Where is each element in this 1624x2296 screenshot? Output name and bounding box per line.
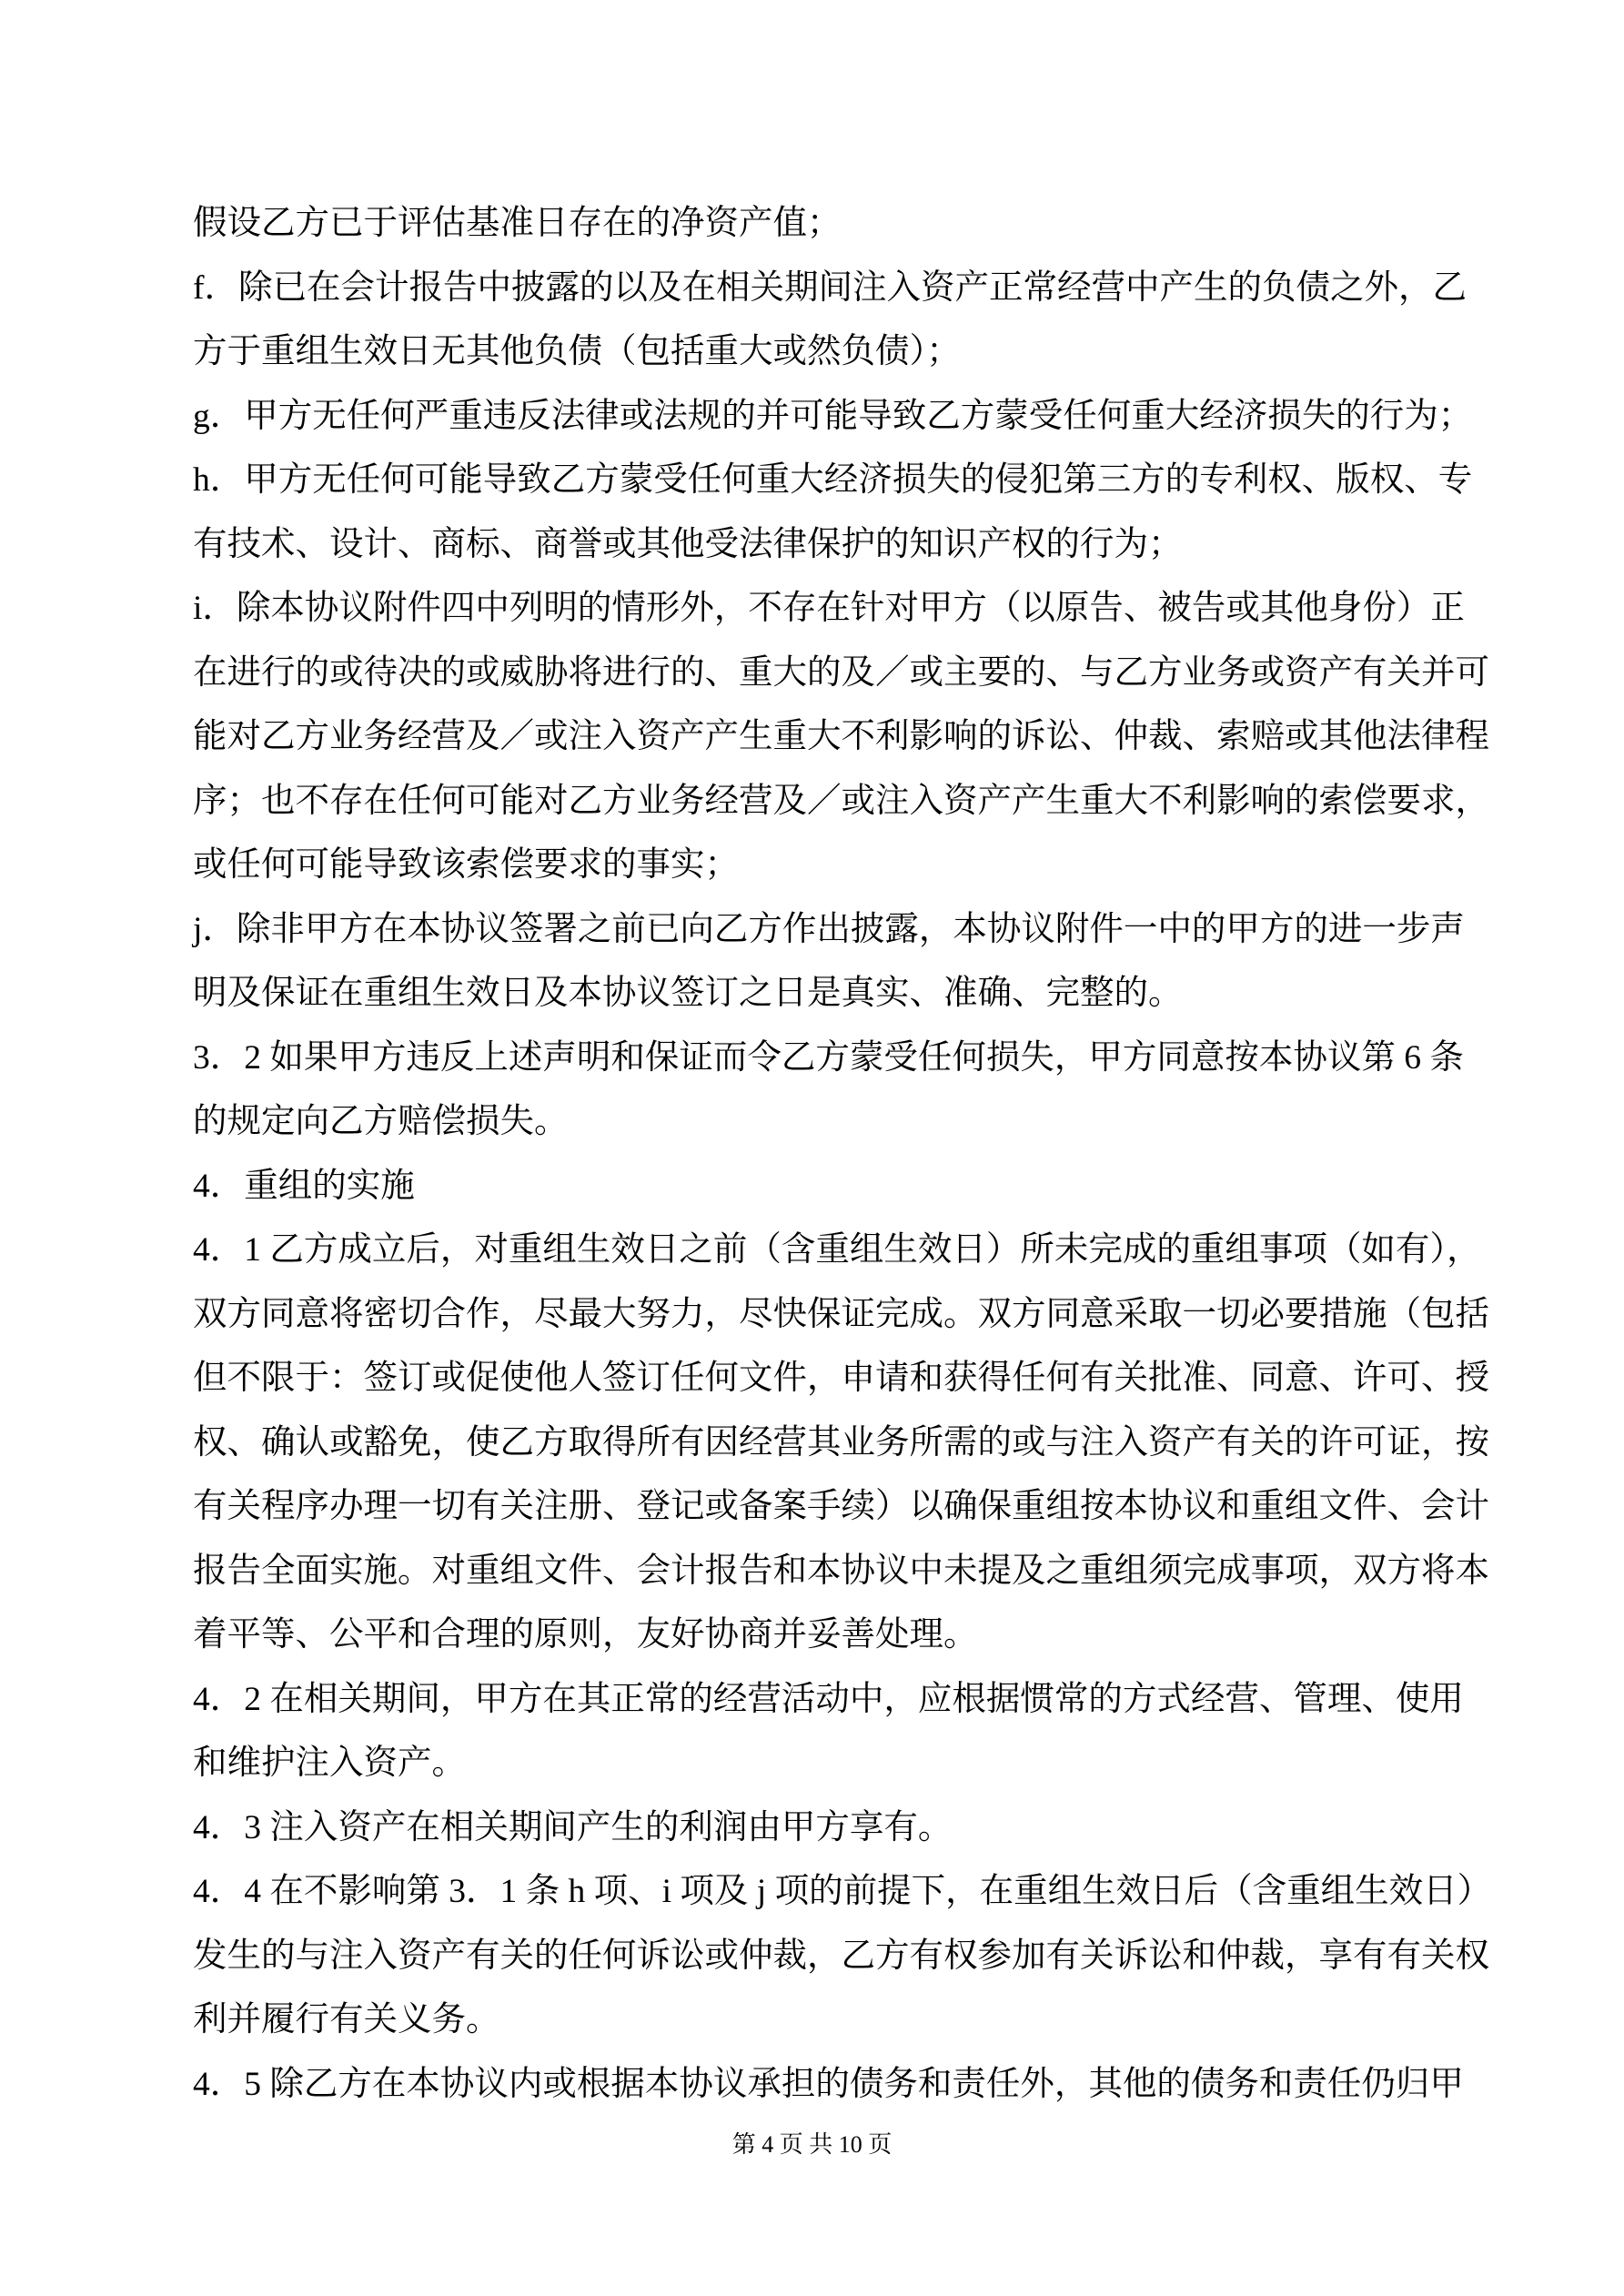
document-line: f．除已在会计报告中披露的以及在相关期间注入资产正常经营中产生的负债之外，乙 [193, 268, 1467, 307]
document-line: j．除非甲方在本协议签署之前已向乙方作出披露，本协议附件一中的甲方的进一步声 [193, 910, 1465, 948]
document-line: 能对乙方业务经营及／或注入资产产生重大不利影响的诉讼、仲裁、索赔或其他法律程 [193, 718, 1489, 755]
document-line: h．甲方无任何可能导致乙方蒙受任何重大经济损失的侵犯第三方的专利权、版权、专 [193, 461, 1473, 499]
document-line: 权、确认或豁免，使乙方取得所有因经营其业务所需的或与注入资产有关的许可证，按 [193, 1423, 1489, 1462]
document-line: 的规定向乙方赔偿损失。 [193, 1103, 569, 1140]
document-line: 3．2 如果甲方违反上述声明和保证而令乙方蒙受任何损失，甲方同意按本协议第 6 条 [193, 1038, 1464, 1077]
document-line: 4．3 注入资产在相关期间产生的利润由甲方享有。 [193, 1808, 953, 1846]
document-line: 利并履行有关义务。 [193, 2001, 500, 2038]
document-line: 或任何可能导致该索偿要求的事实； [193, 846, 739, 884]
document-line: 着平等、公平和合理的原则，友好协商并妥善处理。 [193, 1616, 978, 1654]
document-line: 4．4 在不影响第 3．1 条 h 项、i 项及 j 项的前提下，在重组生效日后（含重组生效日） [193, 1873, 1492, 1910]
document-line: 4．1 乙方成立后，对重组生效日之前（含重组生效日）所未完成的重组事项（如有）， [193, 1231, 1481, 1269]
document-body [193, 192, 1492, 2117]
page-footer: 第 4 页 共 10 页 [731, 2131, 893, 2158]
document-line: 发生的与注入资产有关的任何诉讼或仲裁，乙方有权参加有关诉讼和仲裁，享有有关权 [193, 1937, 1489, 1975]
document-line: 双方同意将密切合作，尽最大努力，尽快保证完成。双方同意采取一切必要措施（包括 [193, 1295, 1489, 1333]
document-line: i．除本协议附件四中列明的情形外，不存在针对甲方（以原告、被告或其他身份）正 [193, 590, 1465, 627]
document-line: 4．5 除乙方在本协议内或根据本协议承担的债务和责任外，其他的债务和责任仍归甲 [193, 2065, 1464, 2103]
document-line: 序；也不存在任何可能对乙方业务经营及／或注入资产产生重大不利影响的索偿要求， [193, 782, 1489, 820]
document-line: 有技术、设计、商标、商誉或其他受法律保护的知识产权的行为； [193, 525, 1183, 563]
document-line: 明及保证在重组生效日及本协议签订之日是真实、准确、完整的。 [193, 975, 1183, 1012]
document-line: 假设乙方已于评估基准日存在的净资产值； [193, 205, 842, 242]
document-line: 在进行的或待决的或威胁将进行的、重大的及／或主要的、与乙方业务或资产有关并可 [193, 653, 1489, 692]
document-line: 有关程序办理一切有关注册、登记或备案手续）以确保重组按本协议和重组文件、会计 [193, 1488, 1489, 1525]
document-line: 但不限于：签订或促使他人签订任何文件，申请和获得任何有关批准、同意、许可、授 [193, 1360, 1489, 1397]
document-line: 报告全面实施。对重组文件、会计报告和本协议中未提及之重组须完成事项，双方将本 [193, 1552, 1489, 1590]
document-line: 4．重组的实施 [193, 1167, 415, 1205]
document-line: 4．2 在相关期间，甲方在其正常的经营活动中，应根据惯常的方式经营、管理、使用 [193, 1680, 1464, 1718]
document-line: 方于重组生效日无其他负债（包括重大或然负债）； [193, 333, 961, 370]
document-line: g．甲方无任何严重违反法律或法规的并可能导致乙方蒙受任何重大经济损失的行为； [193, 397, 1473, 435]
document-line: 和维护注入资产。 [193, 1745, 466, 1782]
